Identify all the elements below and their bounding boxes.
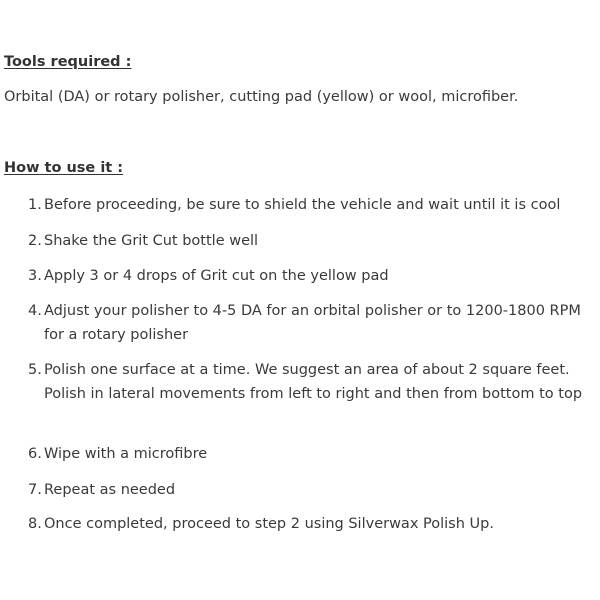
step-item-8 xyxy=(28,512,598,536)
step-text: Wipe with a microfibre xyxy=(44,446,208,462)
step-item-1 xyxy=(28,193,598,217)
step-number: 7. xyxy=(28,482,42,498)
step-number: 3. xyxy=(28,268,42,284)
step-item-3 xyxy=(28,264,598,288)
step-number: 6. xyxy=(28,446,42,462)
step-text: Before proceeding, be sure to shield the vehicle and wait until it is cool xyxy=(44,197,561,213)
step-text: Repeat as needed xyxy=(44,482,176,498)
tools-required-text: Orbital (DA) or rotary polisher, cutting pad (yellow) or wool, microfiber. xyxy=(4,89,519,105)
step-number: 1. xyxy=(28,197,42,213)
step-item-7 xyxy=(28,478,598,502)
step-item-4 xyxy=(28,299,598,347)
how-to-use-heading: How to use it : xyxy=(4,160,124,176)
step-item-6 xyxy=(28,442,598,466)
step-text: Polish one surface at a time. We suggest an area of about 2 square feet. Polish in lateral movements from left to right and then from bottom to top xyxy=(44,362,583,402)
step-number: 2. xyxy=(28,233,42,249)
step-number: 8. xyxy=(28,516,42,532)
tools-required-heading: Tools required : xyxy=(4,54,132,70)
step-text: Once completed, proceed to step 2 using Silverwax Polish Up. xyxy=(44,516,494,532)
step-number: 5. xyxy=(28,362,42,378)
step-number: 4. xyxy=(28,303,42,319)
step-text: Apply 3 or 4 drops of Grit cut on the yellow pad xyxy=(44,268,389,284)
step-item-5 xyxy=(28,358,598,406)
step-text: Shake the Grit Cut bottle well xyxy=(44,233,259,249)
step-text: Adjust your polisher to 4-5 DA for an orbital polisher or to 1200-1800 RPM for a rotary polisher xyxy=(44,303,581,343)
step-item-2 xyxy=(28,229,598,253)
